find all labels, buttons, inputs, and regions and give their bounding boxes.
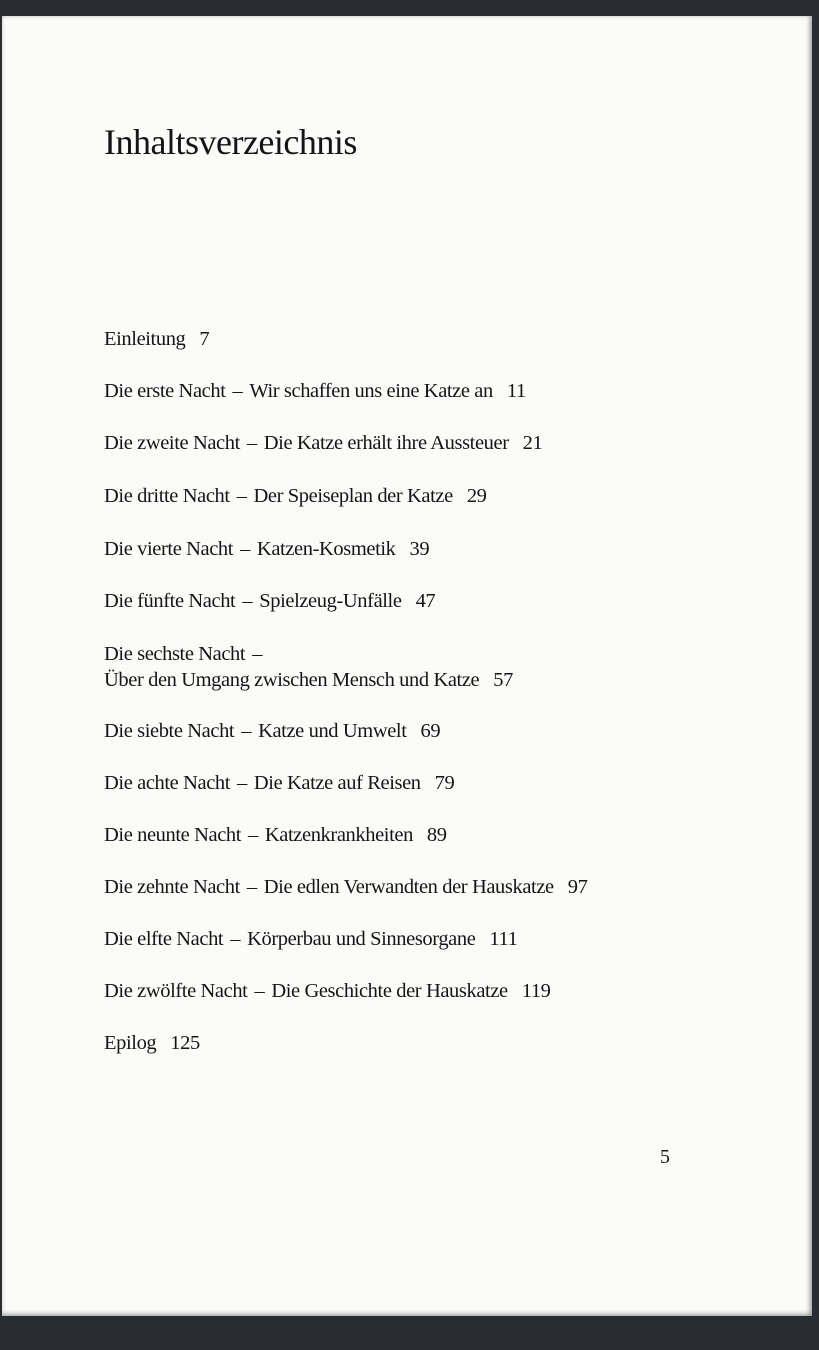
chapter-title: Spielzeug-Unfälle (259, 590, 402, 612)
chapter-page: 125 (170, 1032, 200, 1054)
chapter-page: 11 (506, 380, 526, 402)
chapter-title: Einleitung (104, 328, 186, 350)
chapter-title: Epilog (104, 1032, 157, 1054)
night-label: Die zweite Nacht (104, 432, 240, 454)
separator-dash: – (236, 485, 247, 507)
toc-entry-night-8 (104, 770, 454, 796)
toc-entry-night-10 (104, 874, 587, 900)
night-label: Die sechste Nacht (104, 643, 246, 665)
chapter-title: Über den Umgang zwischen Mensch und Katze (104, 669, 480, 691)
separator-dash: – (242, 590, 253, 612)
chapter-title: Die Katze auf Reisen (253, 772, 421, 794)
separator-dash: – (241, 720, 252, 742)
toc-entry-night-6 (104, 641, 513, 693)
night-label: Die achte Nacht (104, 772, 231, 794)
night-label: Die vierte Nacht (104, 538, 234, 560)
chapter-page: 57 (493, 669, 513, 691)
chapter-page: 97 (567, 876, 588, 898)
separator-dash: – (230, 928, 241, 950)
separator-dash: – (246, 432, 257, 454)
page-number: 5 (660, 1146, 670, 1168)
night-label: Die elfte Nacht (104, 928, 224, 950)
night-label: Die neunte Nacht (104, 824, 242, 846)
toc-entry-night-2 (104, 430, 542, 456)
chapter-title: Die Katze erhält ihre Aussteuer (263, 432, 509, 454)
chapter-title: Katzenkrankheiten (264, 824, 413, 846)
night-label: Die siebte Nacht (104, 720, 235, 742)
night-label: Die dritte Nacht (104, 485, 230, 507)
chapter-title: Wir schaffen uns eine Katze an (249, 380, 493, 402)
chapter-title: Die Geschichte der Hauskatze (271, 980, 508, 1002)
toc-entry-epilog (104, 1030, 200, 1056)
toc-entry-night-7 (104, 718, 440, 744)
chapter-page: 69 (420, 720, 441, 742)
chapter-title: Der Speiseplan der Katze (253, 485, 453, 507)
chapter-title: Katze und Umwelt (258, 720, 407, 742)
chapter-page: 119 (521, 980, 551, 1002)
chapter-page: 7 (199, 328, 210, 350)
chapter-page: 89 (426, 824, 447, 846)
toc-entry-night-1 (104, 378, 526, 404)
separator-dash: – (232, 380, 243, 402)
separator-dash: – (248, 824, 258, 846)
night-label: Die fünfte Nacht (104, 590, 236, 612)
separator-dash: – (254, 980, 265, 1002)
chapter-title: Katzen-Kosmetik (256, 538, 396, 560)
separator-dash: – (252, 643, 263, 665)
separator-dash: – (246, 876, 257, 898)
chapter-page: 111 (489, 928, 518, 950)
toc-entry-night-11 (104, 926, 517, 952)
chapter-page: 29 (466, 485, 487, 507)
night-label: Die zehnte Nacht (104, 876, 240, 898)
chapter-page: 47 (415, 590, 436, 612)
chapter-title: Körperbau und Sinnesorgane (247, 928, 476, 950)
night-label: Die zwölfte Nacht (104, 980, 248, 1002)
book-page (2, 16, 812, 1316)
night-label: Die erste Nacht (104, 380, 226, 402)
chapter-title: Die edlen Verwandten der Hauskatze (263, 876, 554, 898)
chapter-page: 39 (409, 538, 430, 560)
page-title: Inhaltsverzeichnis (104, 122, 357, 162)
toc-entry-night-12 (104, 978, 551, 1004)
toc-entry-night-4 (104, 536, 429, 562)
separator-dash: – (240, 538, 250, 560)
toc-entry-night-5 (104, 588, 435, 614)
chapter-page: 79 (434, 772, 455, 794)
separator-dash: – (237, 772, 247, 794)
chapter-page: 21 (522, 432, 543, 454)
toc-entry-night-3 (104, 483, 487, 509)
toc-entry-night-9 (104, 822, 447, 848)
toc-entry-einleitung (104, 326, 209, 352)
